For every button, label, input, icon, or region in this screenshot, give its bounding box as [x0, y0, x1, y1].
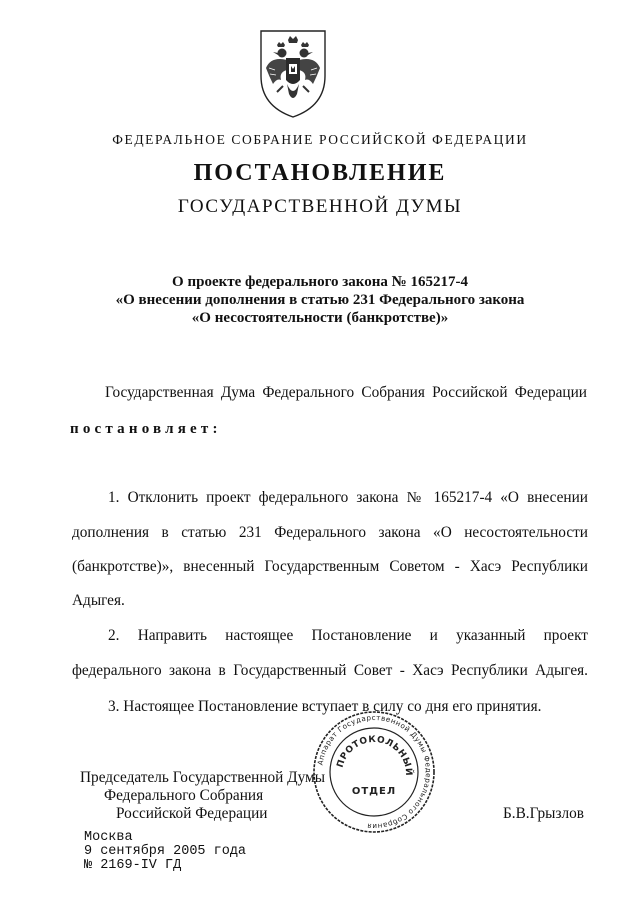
clause-2-line-2: федерального закона в Государственный Совет - Хасэ Республики Адыгея.	[72, 662, 588, 679]
coat-of-arms-emblem	[257, 28, 329, 120]
resolves-word: постановляет:	[70, 421, 222, 437]
subject-line-3: «О несостоятельности (банкротстве)»	[191, 310, 449, 326]
document-type-title: ПОСТАНОВЛЕНИЕ	[193, 160, 447, 186]
stamp-center-text: ОТДЕЛ	[351, 786, 397, 797]
subject-line-2: «О внесении дополнения в статью 231 Федерального закона	[115, 292, 525, 308]
issuer-title: ГОСУДАРСТВЕННОЙ ДУМЫ	[177, 196, 463, 217]
round-seal-stamp	[312, 710, 436, 834]
svg-text:ПРОТОКОЛЬНЫЙ	[336, 735, 416, 777]
clause-2-line-1: 2. Направить настоящее Постановление и указанный проект	[108, 627, 588, 644]
clause-1-line-4: Адыгея.	[72, 592, 125, 609]
signatory-title-line-2: Федерального Собрания	[104, 787, 264, 804]
preamble-text: Государственная Дума Федерального Собрания Российской Федерации	[105, 384, 587, 401]
clause-1-line-3: (банкротстве)», внесенный Государственным Советом - Хасэ Республики	[72, 558, 588, 575]
clause-1-line-1: 1. Отклонить проект федерального закона № 165217-4 «О внесении	[108, 489, 588, 506]
footer-date: 9 сентября 2005 года	[84, 844, 247, 859]
signatory-title-line-1: Председатель Государственной Думы	[80, 769, 326, 786]
footer-city: Москва	[84, 830, 133, 845]
clause-3: 3. Настоящее Постановление вступает в силу со дня его принятия.	[108, 698, 542, 715]
svg-text:Аппарат Государственной Думы Ф	[315, 713, 433, 831]
stamp-outer-text: Аппарат Государственной Думы Федерального Собрания	[315, 712, 434, 832]
subject-line-1: О проекте федерального закона № 165217-4	[172, 274, 468, 290]
signatory-title-line-3: Российской Федерации	[116, 805, 268, 822]
signatory-name: Б.В.Грызлов	[503, 805, 584, 822]
clause-1-line-2: дополнения в статью 231 Федерального закона «О несостоятельности	[72, 524, 588, 541]
footer-number: № 2169-IV ГД	[84, 858, 182, 873]
stamp-inner-text: ПРОТОКОЛЬНЫЙ	[335, 734, 414, 777]
organization-heading: ФЕДЕРАЛЬНОЕ СОБРАНИЕ РОССИЙСКОЙ ФЕДЕРАЦИИ	[112, 132, 528, 147]
